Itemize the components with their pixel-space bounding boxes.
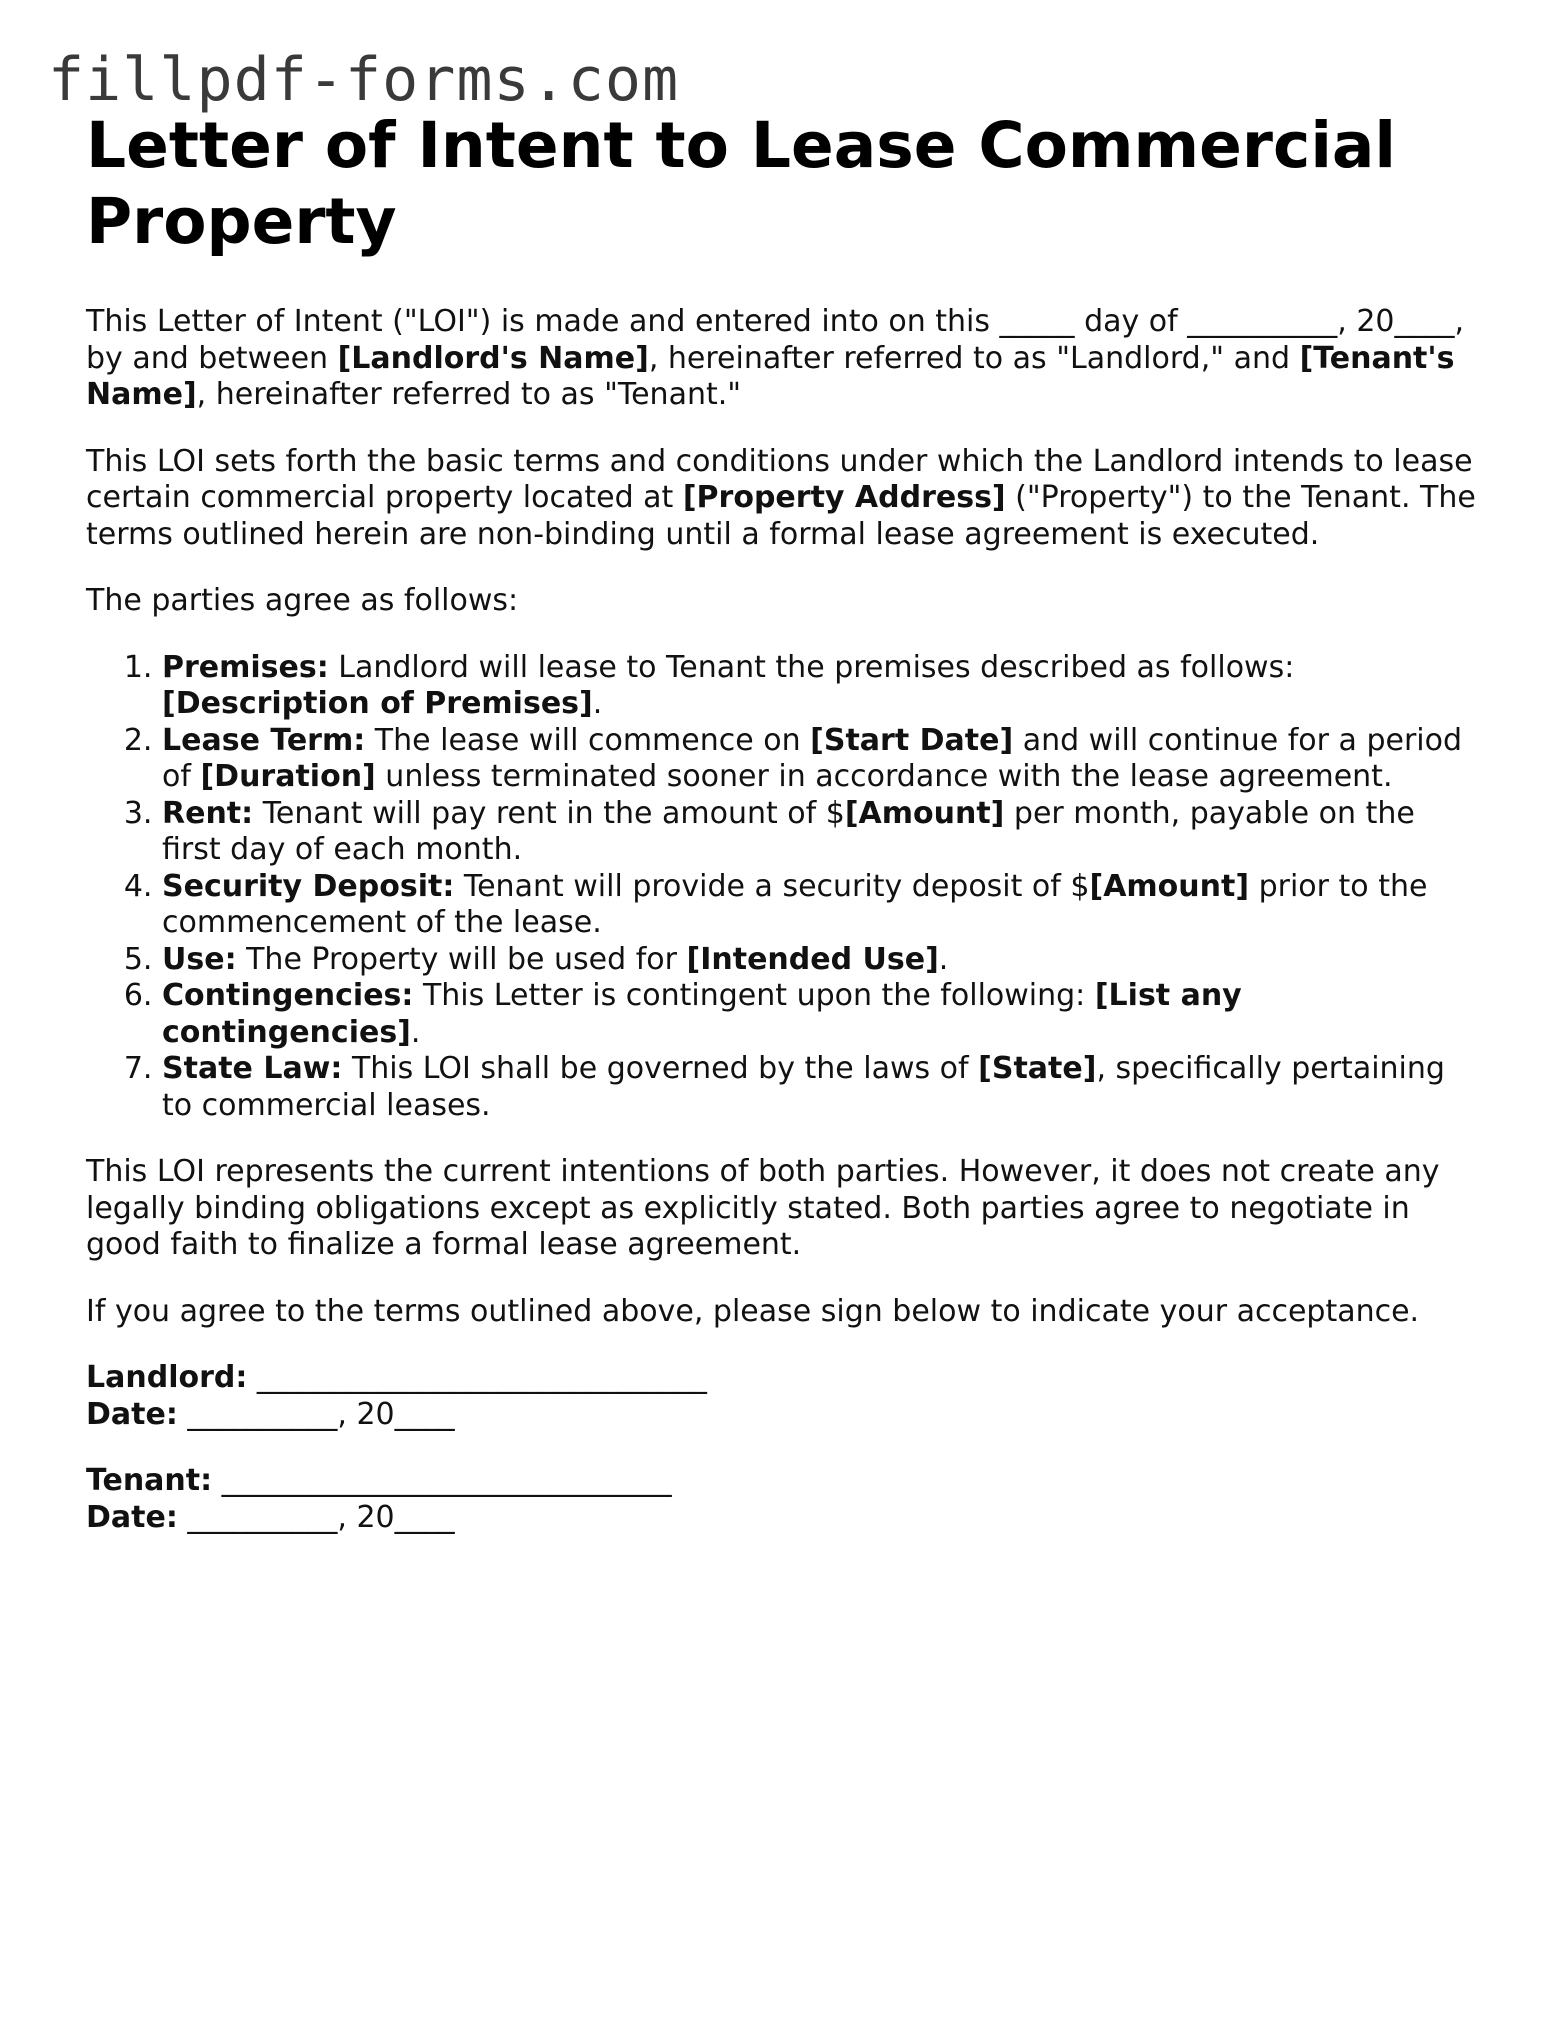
premises-placeholder: [Description of Premises] xyxy=(162,686,593,721)
terms-list xyxy=(86,650,1476,1125)
landlord-date-line[interactable] xyxy=(86,1397,1476,1434)
tenant-label: Tenant: xyxy=(86,1463,213,1498)
tenant-name-placeholder: [Tenant's Name] xyxy=(86,340,1455,412)
tenant-signature-block xyxy=(86,1463,1476,1536)
page-title: Letter of Intent to Lease Commercial Property xyxy=(86,109,1397,258)
tenant-date-line[interactable] xyxy=(86,1500,1476,1537)
intended-use-placeholder: [Intended Use] xyxy=(686,941,939,977)
term-label: Use: xyxy=(162,941,237,977)
purpose-text-1: This LOI sets forth the basic terms and conditions under which the Landlord intends to lease certain commercial property located at xyxy=(86,443,1473,515)
landlord-name-placeholder: [Landlord's Name] xyxy=(337,340,649,376)
landlord-label: Landlord: xyxy=(86,1360,248,1395)
agree-paragraph: The parties agree as follows: xyxy=(86,583,519,618)
term-security-deposit: 4. Security Deposit: Tenant will provide a security deposit of $[Amount] prior to the commencement of the lease. xyxy=(162,869,1476,942)
intro-text-2: , hereinafter referred to as "Landlord," and xyxy=(648,340,1300,376)
date-label: Date: xyxy=(86,1499,178,1535)
closing-paragraph: This LOI represents the current intentions of both parties. However, it does not create any legally binding obligations except as explicitly stated. Both parties agree to negotiate in good faith to finalize a formal lease agreement. xyxy=(86,1154,1440,1262)
watermark: fillpdf-forms.com xyxy=(48,45,680,115)
deposit-amount-placeholder: [Amount] xyxy=(1089,868,1250,904)
term-state-law: 7. State Law: This LOI shall be governed by the laws of [State], specifically pertaining to commercial leases. xyxy=(162,1051,1476,1124)
intro-paragraph xyxy=(86,304,1476,414)
state-placeholder: [State] xyxy=(978,1051,1097,1086)
term-label: Rent: xyxy=(162,795,254,831)
term-contingencies: 6. Contingencies: This Letter is contingent upon the following: [List any contingencies]. xyxy=(162,978,1476,1051)
term-premises: 1. Premises: Landlord will lease to Tenant the premises described as follows: [Description of Premises]. xyxy=(162,650,1476,723)
purpose-text-2: ("Property") to the Tenant. The terms outlined herein are non-binding until a formal lease agreement is executed. xyxy=(86,480,1476,552)
term-label: State Law: xyxy=(162,1051,343,1086)
term-label: Contingencies: xyxy=(162,978,414,1013)
acceptance-paragraph: If you agree to the terms outlined above, please sign below to indicate your acceptance. xyxy=(86,1293,1420,1329)
duration-placeholder: [Duration] xyxy=(200,759,376,794)
property-address-placeholder: [Property Address] xyxy=(682,480,1006,515)
term-label: Security Deposit: xyxy=(162,868,455,904)
landlord-blank[interactable]: ______________________________ xyxy=(247,1360,707,1395)
intro-text-3: , hereinafter referred to as "Tenant." xyxy=(196,377,742,412)
term-use: 5. Use: The Property will be used for [Intended Use]. xyxy=(162,942,1476,979)
landlord-signature-block xyxy=(86,1360,1476,1433)
landlord-signature-line[interactable] xyxy=(86,1360,1476,1397)
rent-amount-placeholder: [Amount] xyxy=(844,795,1005,831)
landlord-date-blank[interactable]: __________, 20____ xyxy=(177,1396,455,1432)
term-label: Premises: xyxy=(162,649,329,685)
tenant-signature-line[interactable] xyxy=(86,1463,1476,1500)
term-label: Lease Term: xyxy=(162,722,366,758)
start-date-placeholder: [Start Date] xyxy=(810,722,1014,758)
tenant-blank[interactable]: ______________________________ xyxy=(212,1463,672,1498)
intro-text-1: This Letter of Intent ("LOI") is made and entered into on this _____ day of __________, 20____, by and between xyxy=(86,304,1465,376)
document-page xyxy=(86,108,1476,1566)
contingencies-placeholder: [List any contingencies] xyxy=(162,978,1242,1050)
term-rent: 3. Rent: Tenant will pay rent in the amount of $[Amount] per month, payable on the first day of each month. xyxy=(162,796,1476,869)
date-label: Date: xyxy=(86,1396,178,1432)
term-lease-term: 2. Lease Term: The lease will commence on [Start Date] and will continue for a period of [Duration] unless terminated sooner in accordance with the lease agreement. xyxy=(162,723,1476,796)
tenant-date-blank[interactable]: __________, 20____ xyxy=(177,1499,455,1535)
purpose-paragraph xyxy=(86,444,1476,554)
